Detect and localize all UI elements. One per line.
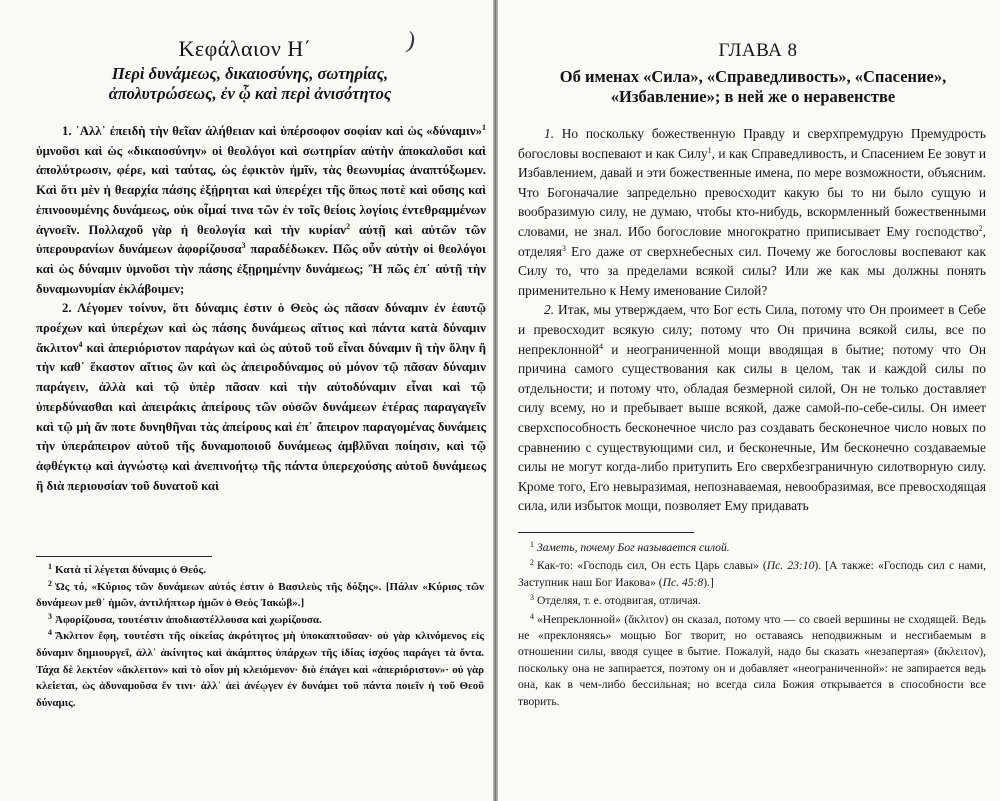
paragraph-number: 2. xyxy=(544,302,555,318)
footnote-marker: 2 xyxy=(978,223,983,233)
greek-chapter-title: Κεφάλαιον Η΄ xyxy=(178,36,312,61)
paragraph-number: 2. xyxy=(62,301,72,316)
russian-footnote-3: $^3$ Отделяя, т. е. отодвигая, отличая. xyxy=(530,593,701,608)
russian-footnote-rule xyxy=(518,532,694,533)
footnote-marker: 4 xyxy=(599,341,603,351)
russian-subtitle-line-2: «Избавление»; в ней же о неравенстве xyxy=(610,87,896,106)
russian-chapter-subtitle xyxy=(518,67,988,107)
footnote-marker: 2 xyxy=(346,221,351,231)
left-page xyxy=(0,0,494,801)
russian-footnotes xyxy=(518,540,986,712)
footnote-marker: 3 xyxy=(241,241,246,251)
greek-subtitle-line-1: Περὶ δυνάμεως, δικαιοσύνης, σωτηρίας, xyxy=(111,64,389,83)
russian-subtitle-line-1: Об именах «Сила», «Справедливость», «Спасение», xyxy=(559,67,947,86)
greek-paragraph-2: 2. Λέγομεν τοίνυν, ὅτι δύναμις ἐστιν ὁ Θεὸς ὡς πᾶσαν δύναμιν ἐν ἑαυτῷ προέχων καὶ ὑπερέχων καὶ ὡς πάσης δυνάμεως αἴτιος καὶ πάντα κατὰ δύναμιν ἄκλιτον$^4$ καὶ ἀπεριόριστον παράγων καὶ ὡς αὐτοῦ τοῦ εἶναι δύναμιν ἢ τὴν ὅλην ἢ τὴν καθ᾽ ἕκαστον αἴτιος ὢν καὶ ὡς ἀπειροδύναμος οὐ μόνον τῷ πᾶσαν δύναμιν παράγειν, ἀλλὰ καὶ τῷ ὑπὲρ πᾶσαν καὶ τὴν αὐτοδύναμιν εἶναι καὶ τῷ ὑπερδύνασθαι καὶ ἀπειράκις ἀπείρους τῶν οὐσῶν δυνάμεων ἑτέρας παραγαγεῖν καὶ τῷ μὴ ἄν ποτε δυνηθῆναι τὰς ἀπείρους καὶ ἐπ᾽ ἄπειρον παραγομένας δυνάμεις τὴν ὑπεράπειρον αὐτοῦ τῆς δυναμοποιοῦ δυνάμεως ἀμβλῦναι ποίησιν, καὶ τῷ ἀφθέγκτῳ καὶ ἀγνώστῳ καὶ ἀνεπινοήτῳ τῆς πάντα ὑπερεχούσης αὐτοῦ δυνάμεως ἢ διὰ περιουσίαν τοῦ δυνατοῦ καὶ xyxy=(36,301,486,493)
russian-paragraph-2: 2. Итак, мы утверждаем, что Бог есть Сила, потому что Он проимеет в Себе и превосходит всякую силу; потому что Он причина всякой силы, все по непреклонной$^4$ и неограниченной мощи вводящая в бытие; потому что Он причина самого существования как силы в целом, так и каждой силы по отдельности; и потому что, обладая безмерной силой, Он не только доставляет силу всему, но и пребывает выше всякой, даже самой-по-себе-силы. Он имеет сверхспособность бесконечное число раз создавать бесконечное число новых по сравнению с существующими сил, и бесконечные, Им бесконечно создаваемые силы не могут когда-либо притупить Его сверхбезграничную силотворную силу. Кроме того, Его невыразимая, непознаваемая, невообразимая, все превосходящая сила, или избыток мощи, позволяет Ему придавать xyxy=(518,302,986,514)
scripture-reference: Пс. 23:10 xyxy=(766,559,815,573)
russian-paragraph-1: 1. Но поскольку божественную Правду и сверхпремудрую Премудрость богословы воспевают и как Силу$^1$, и как Справедливость, и Спасением Ее зовут и Избавлением, давай и эти божественные имена, по мере возможности, объясним. Что Богоначалие запредельно превосходит какую бы то ни было сущую и вообразимую силу, не думаю, чтобы кто-нибудь, вскормленный божественными словами, не знал. Ибо богословие многократно приписывает Ему господство$^2$, отделяя$^3$ Его даже от сверхнебесных сил. Почему же богословы воспевают как Силу то, что за пределами всякой силы? Или же как мы должны понять применительно к Нему именование Силой? xyxy=(518,126,986,298)
russian-footnote-1: $^1$ Заметь, почему Бог называется силой. xyxy=(530,540,730,554)
russian-chapter-title: ГЛАВА 8 xyxy=(718,40,798,61)
paragraph-number: 1. xyxy=(544,126,555,141)
greek-footnote-2: $^2$ Ὡς τό, «Κύριος τῶν δυνάμεων αὐτός ἐστιν ὁ Βασιλεὺς τῆς δόξης». [Πάλιν «Κύριος τῶν δυνάμεων μεθ᾽ ἡμῶν, ἀντιλήπτωρ ἡμῶν ὁ Θεὸς Ἰακώβ».] xyxy=(36,578,484,610)
greek-footnote-rule xyxy=(36,556,212,557)
greek-paragraph-1: 1. ᾿Αλλ᾽ ἐπειδὴ τὴν θεῖαν ἀλήθειαν καὶ ὑπέρσοφον σοφίαν καὶ ὡς «δύναμιν»$^1$ ὑμνοῦσι καὶ ὡς «δικαιοσύνην» οἱ θεολόγοι καὶ σωτηρίαν αὐτὴν ἀποκαλοῦσι καὶ ἀπολύτρωσιν, φέρε, καὶ ταύτας, ὡς ἐφικτὸν ἡμῖν, τὰς θεωνυμίας ἀναπτύξωμεν. Καὶ ὅτι μὲν ἡ θεαρχία πάσης ἐξῄρηται καὶ ὑπερέχει τῆς ὅπως ποτὲ καὶ οὔσης καὶ ἐπινοουμένης δυνάμεως, οὐκ οἶμαί τινα τῶν ἐν τοῖς θείοις λογίοις ἐντεθραμμένων ἀγνοεῖν. Πολλαχοῦ γὰρ ἡ θεολογία καὶ τὴν κυρίαν$^2$ αὐτῇ καὶ αὐτῶν τῶν ὑπερουρανίων δυνάμεων ἀφορίζουσα$^3$ παραδέδωκεν. Πῶς οὖν αὐτὴν οἱ θεολόγοι καὶ ὡς δύναμιν ὑμνοῦσι τὴν πάσης ἐξῃρημένην δυνάμεως; Ἢ πῶς ἐπ᾽ αὐτῇ τὴν δυναμωνυμίαν ἐκλάβοιμεν; xyxy=(36,123,486,296)
scripture-reference: Пс. 45:8 xyxy=(662,575,704,589)
greek-footnote-3: $^3$ Ἀφορίζουσα, τουτέστιν ἀποδιαστέλλουσα καὶ χωρίζουσα. xyxy=(48,611,322,626)
footnote-marker: 1 xyxy=(482,123,486,132)
paragraph-number: 1. xyxy=(62,124,72,138)
russian-body-text xyxy=(518,124,986,516)
footnote-marker: 1 xyxy=(707,145,712,155)
greek-footnote-1: $^1$ Κατὰ τί λέγεται δύναμις ὁ Θεός. xyxy=(48,562,206,576)
right-page xyxy=(498,0,1000,801)
greek-body-text xyxy=(36,122,486,496)
greek-chapter-subtitle xyxy=(40,64,460,104)
greek-footnote-4: $^4$ Ἄκλιτον ἔφη, τουτέστι τῆς οἰκείας ἀκρότητος μὴ ὑποκαπτοῦσαν· οὐ γὰρ κλινόμενος εἰς δύναμιν δημιουργεῖ, ἀλλ᾽ ἀκίνητος καὶ ἀκάμπτος ὑπάρχων τῆς ἰδίας ἰσχύος παράγει τὰ ὄντα. Τάχα δὲ λεκτέον «ἄκλειτον» καὶ τὸ οἷον μὴ κλειόμενον· διὸ ἐπάγει καὶ «ἀπεριόριστον»· οὐ γὰρ κλείεται, ὡς ἀδυναμοῦσα ἔν τινι· ἀλλ᾽ ἀεὶ ἀνέῳγεν ἐν δυνάμει τοῦ πάντα ποιεῖν ἡ τοῦ Θεοῦ δύναμις. xyxy=(36,628,484,709)
pen-mark: ) xyxy=(404,27,418,55)
russian-footnote-4: $^4$ «Непреклонной» (ἄκλιτον) он сказал, потому что — со своей вершины не сходящей. Ведь не «преклоняясь» мощью Бог творит, но оставаясь неподвижным и несгибаемым в отношении силы, вводя сущее в бытие. Пожалуй, надо бы сказать «незапертая» (ἄκλειτον), поскольку она не запирается, поэтому он и добавляет «неограниченной»: не запирается ведь она, как в чем-либо бессильная; но всегда сила Божия открывается в способности все творить. xyxy=(518,611,986,708)
footnote-marker: 3 xyxy=(561,243,566,253)
footnote-marker: 4 xyxy=(78,339,83,349)
greek-footnotes xyxy=(36,562,484,711)
russian-footnote-2: $^2$ Как-то: «Господь сил, Он есть Царь славы» (Пс. 23:10). [А также: «Господь сил с нами, Заступник наш Бог Иакова» (Пс. 45:8).] xyxy=(518,558,987,589)
greek-subtitle-line-2: ἀπολυτρώσεως, ἐν ᾧ καὶ περὶ ἀνισότητος xyxy=(108,84,392,103)
